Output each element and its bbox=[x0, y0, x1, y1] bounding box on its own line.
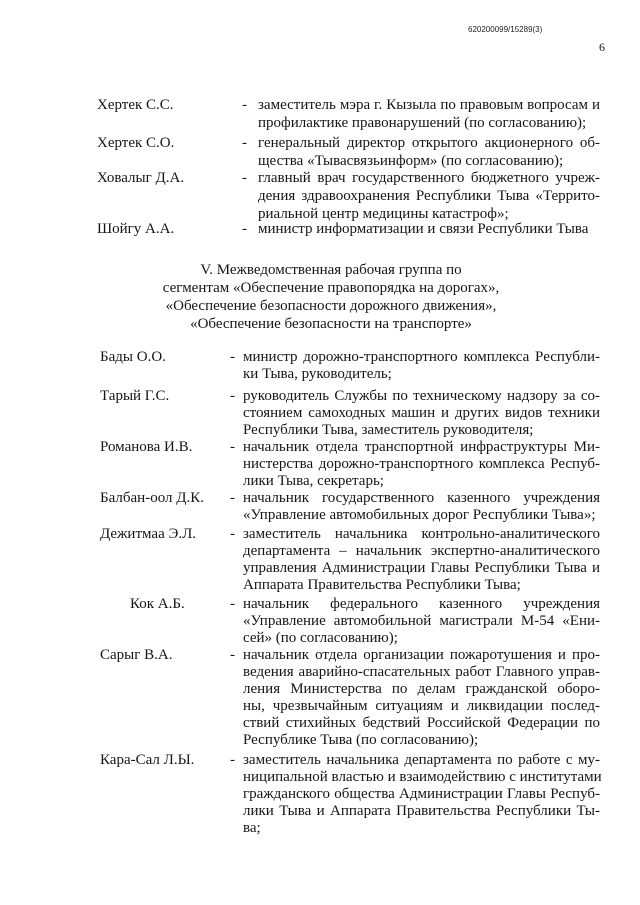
position-line: лики Тыва, секретарь; bbox=[243, 473, 384, 489]
position-line: «Управление автомобильных дорог Республики Тыва»; bbox=[243, 507, 596, 523]
position-line: «Управление автомобильной магистрали М-54 «Ени- bbox=[243, 613, 600, 629]
member-position bbox=[243, 526, 600, 594]
member-name: Балбан-оол Д.К. bbox=[100, 490, 204, 506]
position-line: Республике Тыва (по согласованию); bbox=[243, 732, 479, 748]
separator-dash: - bbox=[242, 221, 247, 237]
position-line: генеральный директор открытого акционерного об- bbox=[258, 135, 600, 151]
section-heading-line: «Обеспечение безопасности дорожного движения», bbox=[165, 298, 497, 314]
separator-dash: - bbox=[230, 596, 235, 612]
member-position bbox=[258, 96, 600, 132]
position-line: сей» (по согласованию); bbox=[243, 630, 398, 646]
member-name: Хертек С.О. bbox=[97, 135, 175, 151]
position-line: руководитель Службы по техническому надзору за со- bbox=[243, 388, 600, 404]
position-line: начальник федерального казенного учреждения bbox=[243, 596, 600, 612]
member-position bbox=[258, 220, 600, 238]
separator-dash: - bbox=[242, 170, 247, 186]
position-line: дения здравоохранения Республики Тыва «Террито- bbox=[258, 188, 600, 204]
separator-dash: - bbox=[230, 526, 235, 542]
position-line: министр дорожно-транспортного комплекса Республи- bbox=[243, 349, 600, 365]
member-name: Романова И.В. bbox=[100, 439, 193, 455]
member-position bbox=[243, 647, 600, 749]
member-position bbox=[243, 490, 600, 524]
position-line: главный врач государственного бюджетного учреж- bbox=[258, 170, 600, 186]
position-line: профилактике правонарушений (по согласованию); bbox=[258, 115, 587, 131]
member-position bbox=[243, 388, 600, 439]
document-number: 620200099/15289(3) bbox=[468, 25, 543, 34]
separator-dash: - bbox=[242, 135, 247, 151]
position-line: Республики Тыва, заместитель руководителя; bbox=[243, 422, 534, 438]
position-line: ки Тыва, руководитель; bbox=[243, 366, 392, 382]
position-line: ления Министерства по делам гражданской оборо- bbox=[243, 681, 600, 697]
position-line: риальной центр медицины катастроф»; bbox=[258, 206, 509, 222]
position-line: нистерства дорожно-транспортного комплекса Респуб- bbox=[243, 456, 600, 472]
position-line: ствий стихийных бедствий Российской Федерации по bbox=[243, 715, 600, 731]
member-name: Бады О.О. bbox=[100, 349, 166, 365]
section-heading-line: сегментам «Обеспечение правопорядка на дорогах», bbox=[162, 280, 500, 296]
position-line: заместитель начальника департамента по работе с му- bbox=[243, 752, 600, 768]
member-name: Шойгу А.А. bbox=[97, 221, 175, 237]
member-name: Кок А.Б. bbox=[130, 596, 185, 612]
position-line: ва; bbox=[243, 820, 261, 836]
member-name: Тарый Г.С. bbox=[100, 388, 170, 404]
position-line: заместитель мэра г. Кызыла по правовым вопросам и bbox=[258, 97, 600, 113]
position-line: ниципальной властью и взаимодействию с институтами bbox=[243, 769, 602, 785]
member-name: Дежитмаа Э.Л. bbox=[100, 526, 197, 542]
page-number: 6 bbox=[599, 40, 605, 54]
separator-dash: - bbox=[230, 349, 235, 365]
member-name: Хертек С.С. bbox=[97, 97, 174, 113]
separator-dash: - bbox=[230, 752, 235, 768]
member-position bbox=[258, 134, 600, 170]
member-name: Ховалыг Д.А. bbox=[97, 170, 185, 186]
member-name: Кара-Сал Л.Ы. bbox=[100, 752, 195, 768]
member-position bbox=[243, 752, 600, 837]
member-position bbox=[243, 439, 600, 490]
member-position bbox=[258, 169, 600, 223]
position-line: ны, чрезвычайным ситуациям и ликвидации послед- bbox=[243, 698, 600, 714]
member-position bbox=[243, 596, 600, 647]
separator-dash: - bbox=[242, 97, 247, 113]
position-line: министр информатизации и связи Республики Тыва bbox=[258, 221, 589, 237]
position-line: щества «Тывасвязьинформ» (по согласованию); bbox=[258, 153, 564, 169]
position-line: заместитель начальника контрольно-аналитического bbox=[243, 526, 600, 542]
position-line: департамента – начальник экспертно-аналитического bbox=[243, 543, 600, 559]
member-name: Сарыг В.А. bbox=[100, 647, 173, 663]
position-line: лики Тыва и Аппарата Правительства Республики Ты- bbox=[243, 803, 600, 819]
position-line: стоянием самоходных машин и других видов техники bbox=[243, 405, 600, 421]
separator-dash: - bbox=[230, 647, 235, 663]
section-heading-line: «Обеспечение безопасности на транспорте» bbox=[190, 316, 472, 332]
separator-dash: - bbox=[230, 490, 235, 506]
position-line: начальник отдела организации пожаротушения и про- bbox=[243, 647, 600, 663]
section-heading-line: V. Межведомственная рабочая группа по bbox=[200, 262, 462, 278]
separator-dash: - bbox=[230, 388, 235, 404]
member-position bbox=[243, 349, 600, 383]
position-line: начальник государственного казенного учреждения bbox=[243, 490, 600, 506]
position-line: гражданского общества Администрации Главы Респуб- bbox=[243, 786, 600, 802]
position-line: начальник отдела транспортной инфраструктуры Ми- bbox=[243, 439, 600, 455]
separator-dash: - bbox=[230, 439, 235, 455]
position-line: Аппарата Правительства Республики Тыва; bbox=[243, 577, 521, 593]
section-heading bbox=[62, 261, 600, 333]
position-line: управления Администрации Главы Республики Тыва и bbox=[243, 560, 600, 576]
position-line: ведения аварийно-спасательных работ Главного управ- bbox=[243, 664, 600, 680]
